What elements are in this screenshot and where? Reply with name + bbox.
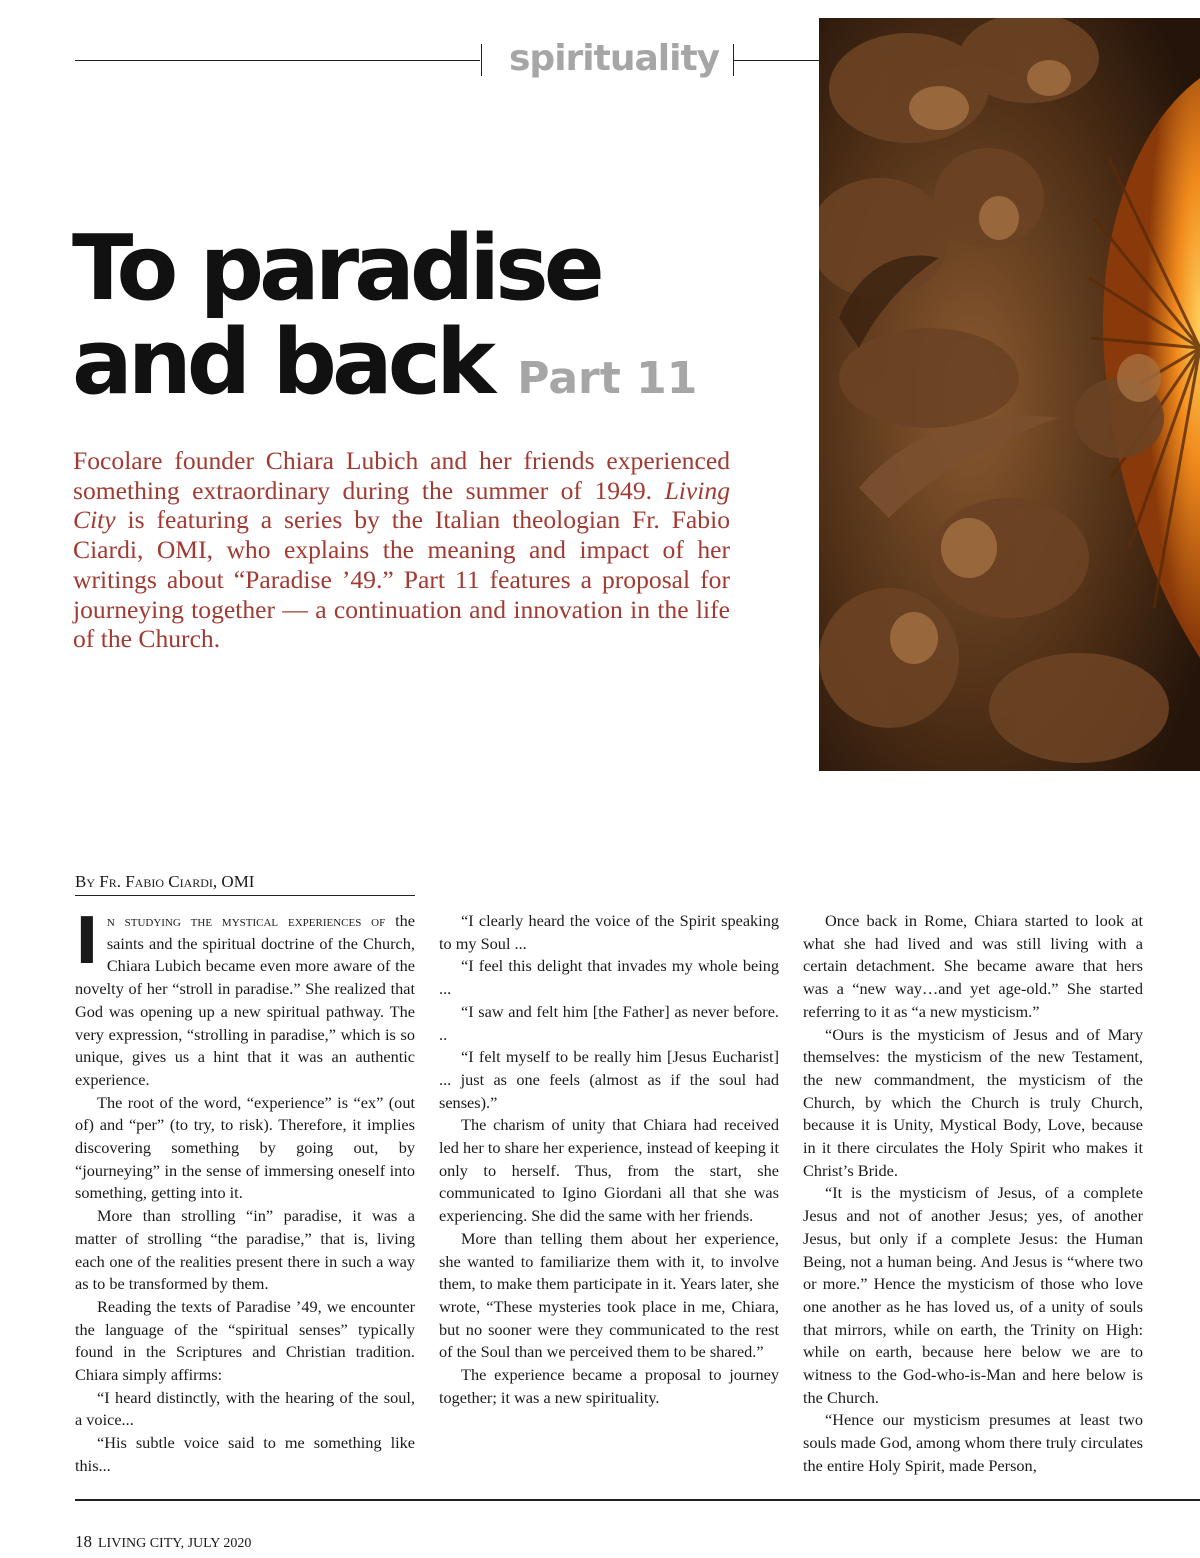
article-title	[72, 216, 698, 426]
dek-text-1: Focolare founder Chiara Lubich and her friends experienced something extraordinary during the summer of 1949.	[73, 446, 730, 505]
article-photo	[819, 18, 1200, 771]
paragraph: The experience became a proposal to journey together; it was a new spirituality.	[439, 1365, 779, 1407]
paragraph: More than strolling “in” paradise, it was a matter of strolling “the paradise,” that is, living each one of the realities present there in such a way as to be transformed by them.	[75, 1206, 415, 1294]
paragraph: “I heard distinctly, with the hearing of the soul, a voice...	[75, 1387, 415, 1430]
dek-publication: Living City	[73, 475, 730, 535]
title-line-2: and back	[72, 310, 491, 415]
column-3	[803, 910, 1143, 1478]
page-number: 18	[75, 1532, 92, 1551]
drop-cap: I	[75, 905, 99, 979]
article-dek	[73, 446, 730, 654]
lead-text: the saints and the spiritual doctrine of the Church, Chiara Lubich became even more aware of the novelty of her “stroll in paradise.” She realized that God was opening up a new spiritual pathway. The very expression, “strolling in paradise,” which is so unique, gives us a hint that it was an authentic experience.	[75, 911, 415, 1089]
header-rule-right	[733, 60, 819, 61]
byline: By Fr. Fabio Ciardi, OMI	[75, 872, 415, 896]
paragraph: The root of the word, “experience” is “ex” (out of) and “per” (to try, to risk). Therefore, it implies discovering something by going out, by “journeying” in the sense of immersing oneself into something, getting into it.	[75, 1092, 415, 1203]
paragraph: “I felt myself to be really him [Jesus Eucharist] ... just as one feels (almost as if the soul had senses).”	[439, 1047, 779, 1112]
header-rule-left	[75, 60, 480, 61]
folio	[75, 1532, 251, 1552]
publication-line: LIVING CITY, JULY 2020	[98, 1536, 252, 1551]
column-2	[439, 910, 779, 1409]
lead-caps: n studying the mystical experiences of	[106, 911, 386, 930]
footer-rule	[75, 1499, 1200, 1501]
section-label: spirituality	[509, 38, 720, 79]
lead-paragraph	[75, 905, 415, 1092]
title-line-1: To paradise	[72, 216, 600, 321]
paragraph: Reading the texts of Paradise ’49, we encounter the language of the “spiritual senses” typically found in the Scriptures and Christian tradition. Chiara simply affirms:	[75, 1296, 415, 1385]
paragraph: “I feel this delight that invades my whole being ...	[439, 956, 779, 999]
paragraph: “His subtle voice said to me something like this...	[75, 1433, 415, 1475]
paragraph: Once back in Rome, Chiara started to look at what she had lived and was still living with a certain detachment. She became aware that hers was a “new way…and yet age-old.” She started referring to it as “a new mysticism.”	[803, 911, 1143, 1021]
paragraph: “Hence our mysticism presumes at least two souls made God, among whom there truly circulates the entire Holy Spirit, made Person,	[803, 1410, 1144, 1475]
paragraph: The charism of unity that Chiara had received led her to share her experience, instead of keeping it only to herself. Thus, from the start, she communicated to Igino Giordani all that she was experiencing. She did the same with her friends.	[439, 1115, 779, 1226]
dek-text-2: is featuring a series by the Italian theologian Fr. Fabio Ciardi, OMI, who explains the meaning and impact of her writings about “Paradise ’49.” Part 11 features a proposal for journeying together — a continuation and innovation in the life of the Church.	[73, 505, 730, 654]
paragraph: “It is the mysticism of Jesus, of a complete Jesus and not of another Jesus; yes, of another Jesus, but only if a complete Jesus: the Human Being, not a human being. And Jesus is “where two or more.” Hence the mysticism of those who love one another as he has loved us, of a unity of souls that mirrors, while on earth, the Trinity on High: while on earth, because here below we are to witness to the God-who-is-Man and here below is the Church.	[803, 1183, 1143, 1407]
paragraph: More than telling them about her experience, she wanted to familiarize them with it, to involve them, to make them participate in it. Years later, she wrote, “These mysteries took place in me, Chiara, but no sooner were they communicated to the rest of the Soul than we perceived them to be shared.”	[439, 1228, 779, 1362]
paragraph: “I clearly heard the voice of the Spirit speaking to my Soul ...	[439, 911, 779, 953]
paragraph: “I saw and felt him [the Father] as never before. ..	[439, 1001, 779, 1044]
part-label: Part 11	[517, 353, 698, 404]
column-1	[75, 905, 415, 1478]
header-tick-left	[481, 44, 482, 76]
paragraph: “Ours is the mysticism of Jesus and of Mary themselves: the mysticism of the new Testament, the new commandment, the mysticism of the Church, by which the Church is truly Church, because it is Unity, Mystical Body, Love, because in it there circulates the Holy Spirit who makes it Christ’s Bride.	[803, 1024, 1143, 1180]
